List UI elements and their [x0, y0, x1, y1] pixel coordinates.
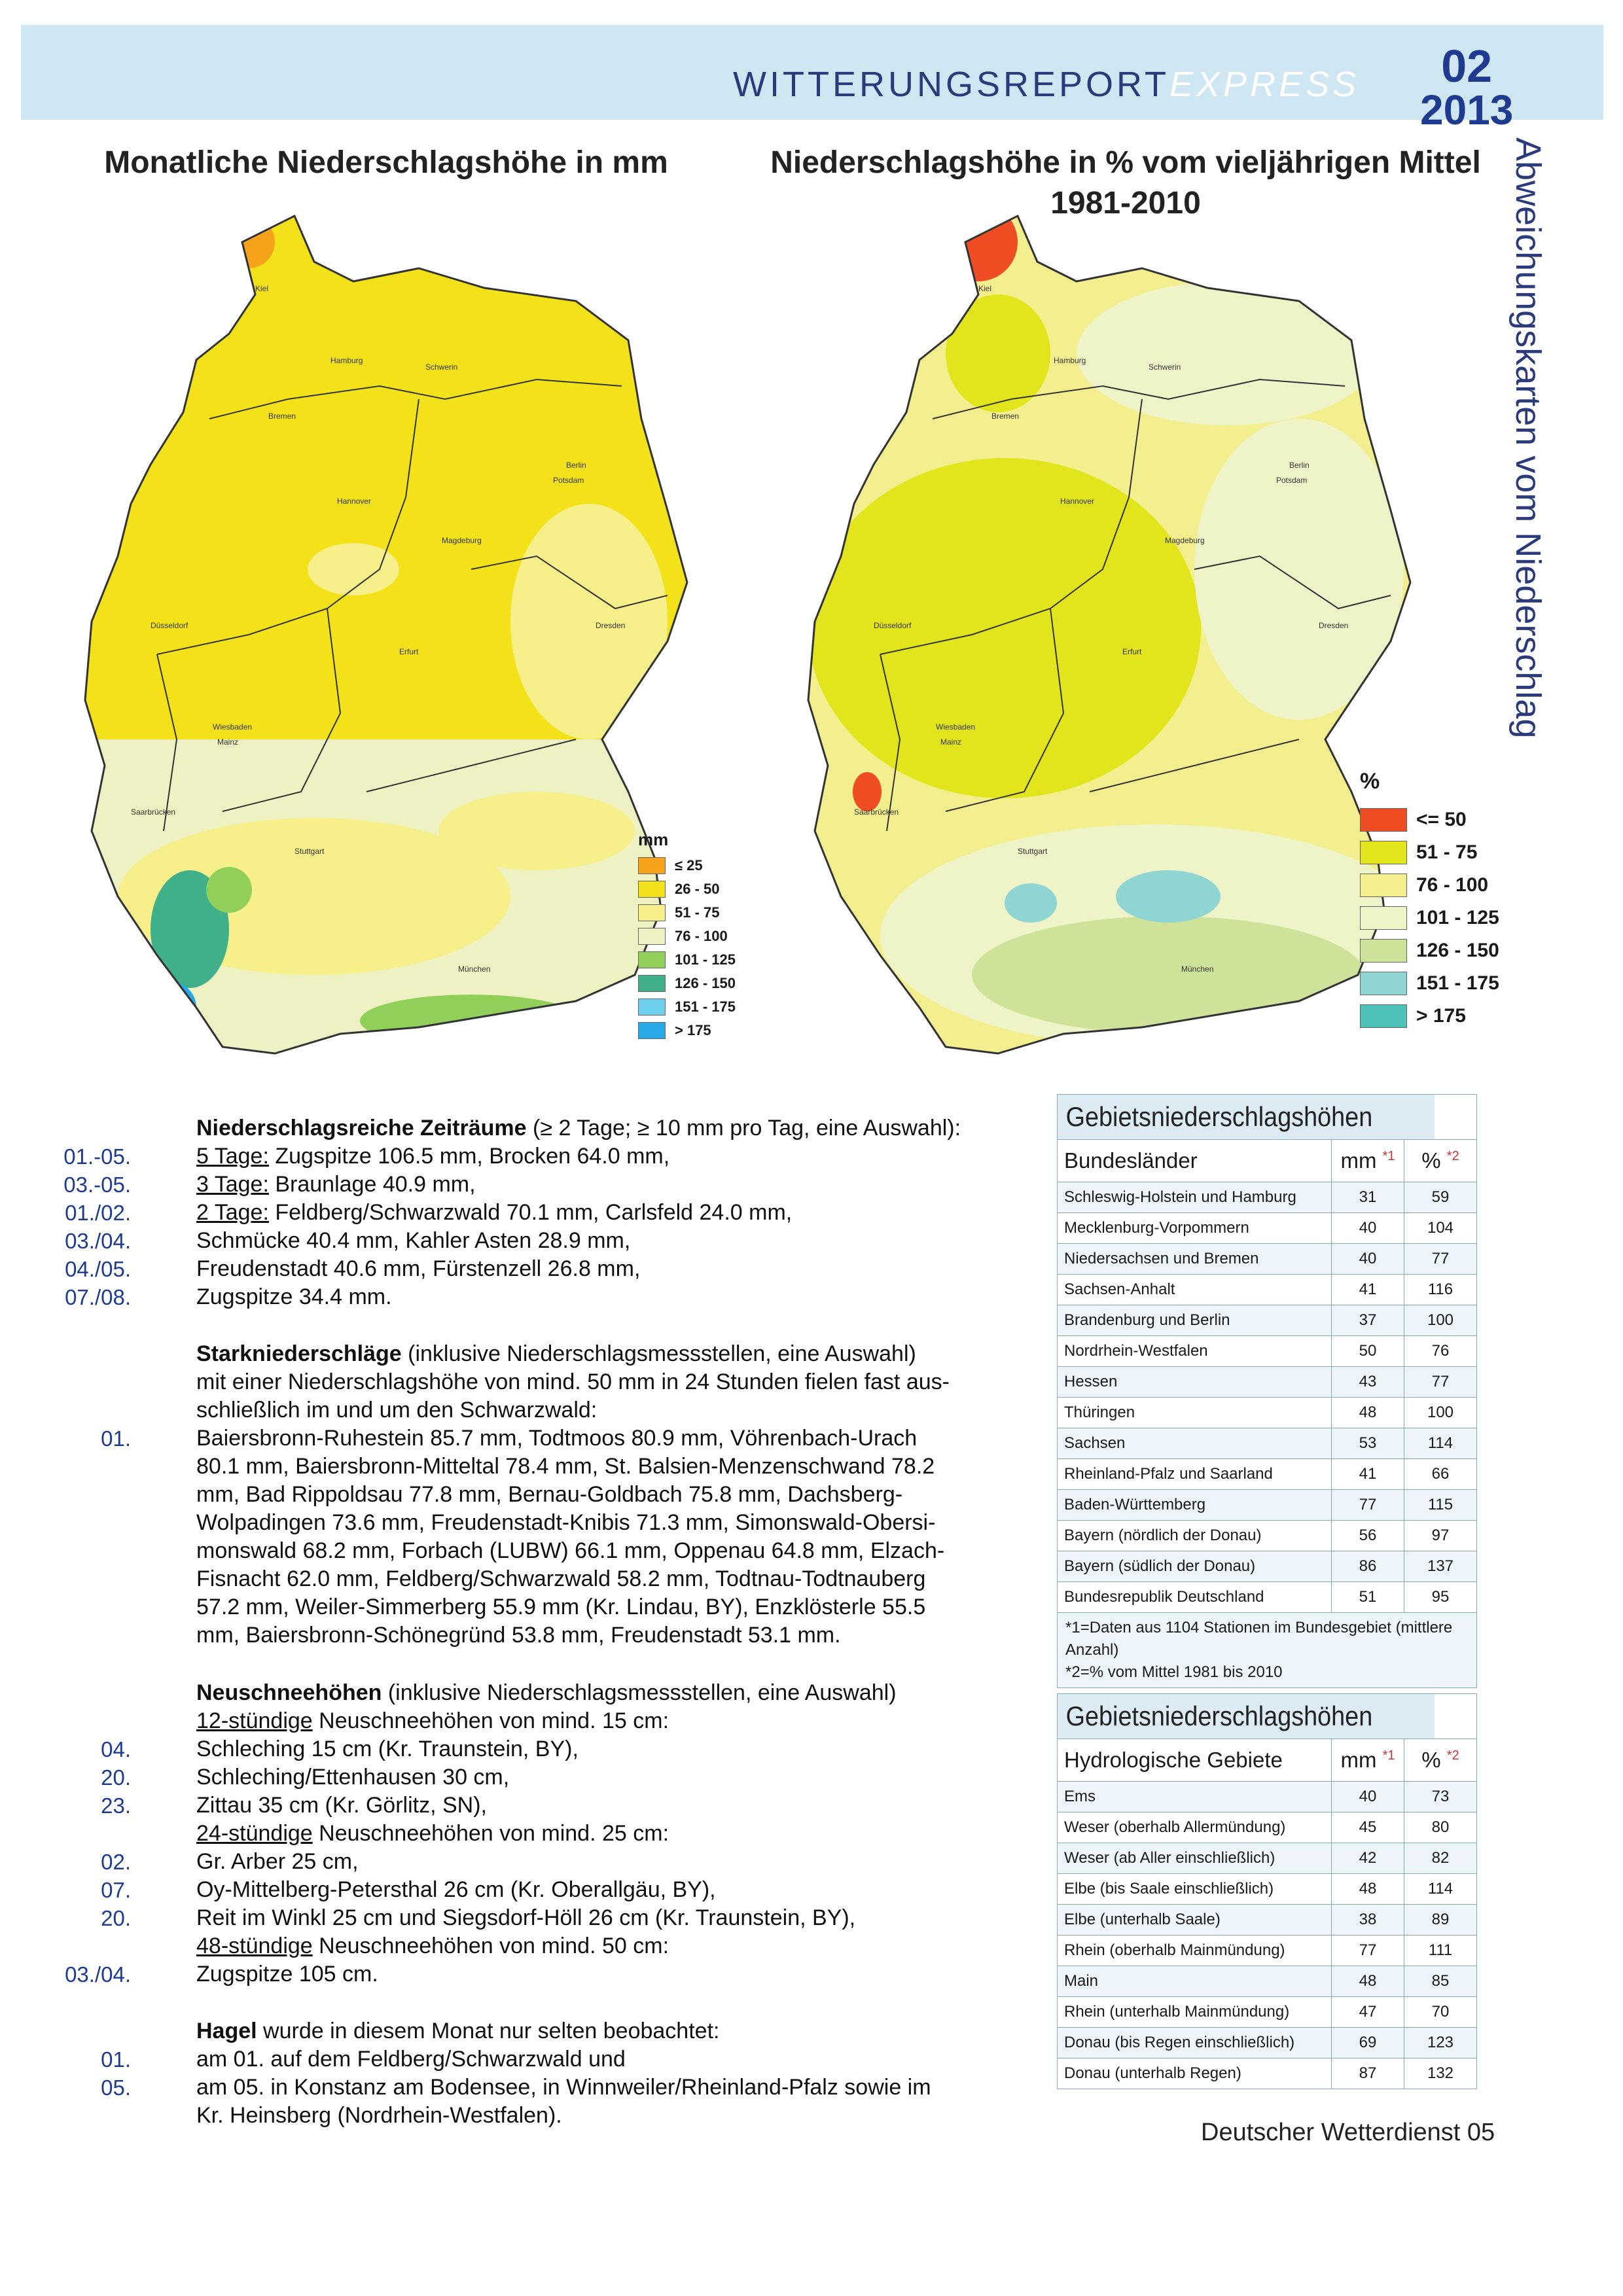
svg-text:Magdeburg: Magdeburg — [1165, 536, 1205, 545]
legend-label: <= 50 — [1416, 809, 1467, 830]
text-hagel-last: Kr. Heinsberg (Nordrhein-Westfalen). — [196, 2103, 562, 2128]
legend-swatch — [638, 975, 666, 992]
legend-swatch — [638, 951, 666, 968]
legend-swatch — [638, 904, 666, 921]
cell-mm: 53 — [1332, 1428, 1404, 1459]
table2-col-mm: mm $^{*1}$ — [1332, 1739, 1404, 1782]
legend-item — [638, 1022, 711, 1039]
cell-mm: 77 — [1332, 1935, 1404, 1966]
cell-mm: 48 — [1332, 1398, 1404, 1428]
row-text: Zugspitze 34.4 mm. — [196, 1284, 392, 1309]
cell-region: Baden-Württemberg — [1058, 1490, 1332, 1521]
legend-label: > 175 — [675, 1022, 711, 1038]
svg-text:Stuttgart: Stuttgart — [294, 847, 325, 856]
row-text: 2 Tage: Feldberg/Schwarzwald 70.1 mm, Carlsfeld 24.0 mm, — [196, 1200, 793, 1225]
legend-swatch — [1360, 972, 1407, 995]
cell-percent: 114 — [1404, 1428, 1477, 1459]
cell-region: Hessen — [1058, 1367, 1332, 1398]
cell-percent: 97 — [1404, 1521, 1477, 1551]
map-right-areas — [802, 203, 1495, 1067]
cell-percent: 116 — [1404, 1275, 1477, 1305]
cell-percent: 80 — [1404, 1812, 1477, 1843]
cell-region: Weser (ab Aller einschließlich) — [1058, 1843, 1332, 1874]
table-row — [1058, 1997, 1476, 2028]
svg-text:Düsseldorf: Düsseldorf — [874, 621, 912, 630]
cell-percent: 137 — [1404, 1551, 1477, 1582]
date-stark: 01. — [101, 1426, 131, 1451]
svg-text:Berlin: Berlin — [566, 461, 586, 470]
svg-text:Wiesbaden: Wiesbaden — [213, 722, 253, 732]
cell-mm: 69 — [1332, 2028, 1404, 2058]
text-hagel-heading: Hagel wurde in diesem Monat nur selten beobachtet: — [196, 2019, 720, 2043]
table1-title: Gebietsniederschlagshöhen — [1058, 1095, 1435, 1139]
svg-text:Hannover: Hannover — [1060, 497, 1095, 506]
table2-header-row — [1058, 1739, 1476, 1782]
svg-text:Potsdam: Potsdam — [1276, 476, 1308, 485]
svg-text:Kiel: Kiel — [978, 284, 992, 293]
cell-region: Donau (bis Regen einschließlich) — [1058, 2028, 1332, 2058]
table1-col-mm: mm $^{*1}$ — [1332, 1140, 1404, 1182]
table-row — [1058, 2028, 1476, 2058]
legend-label: 101 - 125 — [675, 951, 736, 968]
svg-text:Mainz: Mainz — [217, 737, 239, 747]
svg-text:Schwerin: Schwerin — [1149, 362, 1181, 372]
text-stark-heading: Starkniederschläge (inklusive Niederschlagsmessstellen, eine Auswahl) — [196, 1341, 916, 1366]
svg-text:Erfurt: Erfurt — [399, 647, 419, 656]
cell-percent: 100 — [1404, 1398, 1477, 1428]
cell-mm: 40 — [1332, 1782, 1404, 1812]
cell-percent: 59 — [1404, 1182, 1477, 1213]
legend-right-unit: % — [1360, 769, 1380, 794]
stark-line: 57.2 mm, Weiler-Simmerberg 55.9 mm (Kr. Lindau, BY), Enzklösterle 55.5 — [196, 1595, 926, 1619]
stark-line: Fisnacht 62.0 mm, Feldberg/Schwarzwald 58.2 mm, Todtnau-Todtnauberg — [196, 1566, 926, 1591]
table-row — [1058, 1843, 1476, 1874]
cell-mm: 41 — [1332, 1459, 1404, 1490]
cell-mm: 48 — [1332, 1966, 1404, 1997]
table-row — [1058, 1521, 1476, 1551]
legend-label: 76 - 100 — [1416, 874, 1489, 896]
legend-item — [638, 951, 736, 968]
table-row — [1058, 1305, 1476, 1336]
row-text: Reit im Winkl 25 cm und Siegsdorf-Höll 26 cm (Kr. Traunstein, BY), — [196, 1905, 856, 1930]
cell-region: Rhein (unterhalb Mainmündung) — [1058, 1997, 1332, 2028]
cell-mm: 51 — [1332, 1582, 1404, 1613]
cell-region: Brandenburg und Berlin — [1058, 1305, 1332, 1336]
cell-percent: 100 — [1404, 1305, 1477, 1336]
row-text: Freudenstadt 40.6 mm, Fürstenzell 26.8 mm, — [196, 1256, 641, 1281]
cell-mm: 41 — [1332, 1275, 1404, 1305]
table-row — [1058, 1182, 1476, 1213]
cell-percent: 66 — [1404, 1459, 1477, 1490]
table-row — [1058, 1275, 1476, 1305]
cell-percent: 73 — [1404, 1782, 1477, 1812]
cell-mm: 40 — [1332, 1244, 1404, 1275]
map-right-title-line1: Niederschlagshöhe in % vom vieljährigen Mittel — [770, 145, 1481, 180]
legend-item — [1360, 1004, 1466, 1028]
legend-item — [638, 998, 736, 1016]
cell-mm: 43 — [1332, 1367, 1404, 1398]
cell-region: Nordrhein-Westfalen — [1058, 1336, 1332, 1367]
table-row — [1058, 1398, 1476, 1428]
row-text: 5 Tage: Zugspitze 106.5 mm, Brocken 64.0 mm, — [196, 1144, 670, 1169]
svg-text:Dresden: Dresden — [1319, 621, 1349, 630]
side-title: Abweichungskarten vom Niederschlag — [1508, 137, 1548, 739]
legend-swatch — [638, 1022, 666, 1039]
row-text: Gr. Arber 25 cm, — [196, 1849, 359, 1874]
row-date: 01./02. — [65, 1201, 131, 1225]
cell-mm: 40 — [1332, 1213, 1404, 1244]
legend-item — [1360, 972, 1499, 995]
table2-col-label: Hydrologische Gebiete — [1058, 1739, 1332, 1782]
legend-item — [638, 975, 736, 992]
cell-percent: 115 — [1404, 1490, 1477, 1521]
svg-text:Magdeburg: Magdeburg — [442, 536, 482, 545]
table-row — [1058, 1428, 1476, 1459]
row-date: 03./04. — [65, 1229, 131, 1253]
text-schnee-heading: Neuschneehöhen (inklusive Niederschlagsmessstellen, eine Auswahl) — [196, 1680, 897, 1705]
map-right-title-line2: 1981-2010 — [1050, 186, 1201, 221]
issue-year: 2013 — [1420, 86, 1514, 133]
row-text: Schleching/Ettenhausen 30 cm, — [196, 1765, 510, 1790]
legend-item — [1360, 906, 1499, 930]
stark-line: mm, Baiersbronn-Schönegründ 53.8 mm, Freudenstadt 53.1 mm. — [196, 1623, 841, 1648]
row-text: Zittau 35 cm (Kr. Görlitz, SN), — [196, 1793, 487, 1818]
cell-region: Sachsen-Anhalt — [1058, 1275, 1332, 1305]
table-row — [1058, 1490, 1476, 1521]
text-stark-intro-1: mit einer Niederschlagshöhe von mind. 50 mm in 24 Stunden fielen fast aus- — [196, 1369, 950, 1394]
row-date: 04./05. — [65, 1257, 131, 1281]
row-text: am 05. in Konstanz am Bodensee, in Winnweiler/Rheinland-Pfalz sowie im — [196, 2075, 931, 2100]
cell-region: Mecklenburg-Vorpommern — [1058, 1213, 1332, 1244]
legend-swatch — [1360, 808, 1407, 832]
cell-region: Rhein (oberhalb Mainmündung) — [1058, 1935, 1332, 1966]
svg-text:Saarbrücken: Saarbrücken — [131, 807, 176, 817]
cell-mm: 45 — [1332, 1812, 1404, 1843]
legend-swatch — [1360, 874, 1407, 897]
legend-swatch — [638, 928, 666, 945]
cell-percent: 85 — [1404, 1966, 1477, 1997]
table-row — [1058, 1336, 1476, 1367]
legend-swatch — [638, 857, 666, 874]
table-row — [1058, 1905, 1476, 1935]
cell-percent: 95 — [1404, 1582, 1477, 1613]
row-text: Schleching 15 cm (Kr. Traunstein, BY), — [196, 1737, 579, 1761]
svg-text:München: München — [1181, 964, 1214, 974]
row-text: Zugspitze 105 cm. — [196, 1962, 378, 1987]
legend-label: 151 - 175 — [1416, 972, 1499, 994]
cell-region: Bayern (nördlich der Donau) — [1058, 1521, 1332, 1551]
legend-item — [1360, 808, 1467, 832]
table-row — [1058, 1935, 1476, 1966]
cell-mm: 38 — [1332, 1905, 1404, 1935]
row-date: 20. — [101, 1765, 131, 1790]
svg-text:Potsdam: Potsdam — [553, 476, 584, 485]
legend-label: 76 - 100 — [675, 928, 728, 944]
cell-region: Thüringen — [1058, 1398, 1332, 1428]
row-date: 02. — [101, 1850, 131, 1874]
legend-swatch — [1360, 906, 1407, 930]
brand-title: WITTERUNGSREPORTEXPRESS — [733, 65, 1360, 104]
row-date: 05. — [101, 2075, 131, 2100]
stark-line: mm, Bad Rippoldsau 77.8 mm, Bernau-Goldbach 75.8 mm, Dachsberg- — [196, 1482, 903, 1507]
cell-region: Weser (oberhalb Allermündung) — [1058, 1812, 1332, 1843]
map-right — [802, 203, 1495, 1067]
page-footer: Deutscher Wetterdienst 05 — [1201, 2119, 1495, 2146]
text-schnee-48h: 48-stündige Neuschneehöhen von mind. 50 cm: — [196, 1934, 669, 1958]
legend-swatch — [1360, 1004, 1407, 1028]
table-row — [1058, 1966, 1476, 1997]
row-date: 07./08. — [65, 1285, 131, 1309]
svg-text:Hannover: Hannover — [337, 497, 372, 506]
table-row — [1058, 1244, 1476, 1275]
table1-notes: *1=Daten aus 1104 Stationen im Bundesgebiet (mittlere Anzahl) *2=% vom Mittel 1981 bis 2010 — [1058, 1612, 1476, 1687]
legend-item — [638, 857, 703, 874]
cell-mm: 42 — [1332, 1843, 1404, 1874]
legend-item — [1360, 939, 1499, 963]
legend-swatch — [1360, 841, 1407, 864]
text-schnee-24h: 24-stündige Neuschneehöhen von mind. 25 cm: — [196, 1821, 669, 1846]
legend-swatch — [638, 998, 666, 1016]
svg-text:Bremen: Bremen — [991, 412, 1020, 421]
cell-mm: 37 — [1332, 1305, 1404, 1336]
legend-label: 51 - 75 — [1416, 841, 1478, 863]
table1-col-pct: % $^{*2}$ — [1404, 1140, 1477, 1182]
cell-region: Sachsen — [1058, 1428, 1332, 1459]
table1-col-label: Bundesländer — [1058, 1140, 1332, 1182]
svg-text:Mainz: Mainz — [940, 737, 962, 747]
svg-text:Stuttgart: Stuttgart — [1018, 847, 1048, 856]
legend-item — [638, 928, 728, 945]
cell-mm: 48 — [1332, 1874, 1404, 1905]
table2-title: Gebietsniederschlagshöhen — [1058, 1694, 1435, 1739]
legend-label: 51 - 75 — [675, 904, 720, 921]
cell-region: Donau (unterhalb Regen) — [1058, 2058, 1332, 2089]
table-row — [1058, 1582, 1476, 1613]
table-row — [1058, 1551, 1476, 1582]
stark-line: monswald 68.2 mm, Forbach (LUBW) 66.1 mm, Oppenau 64.8 mm, Elzach- — [196, 1538, 945, 1563]
legend-label: 101 - 125 — [1416, 907, 1499, 928]
cell-percent: 111 — [1404, 1935, 1477, 1966]
svg-text:Hamburg: Hamburg — [330, 356, 363, 365]
svg-text:Kiel: Kiel — [255, 284, 269, 293]
issue-label — [1420, 43, 1513, 131]
cell-region: Bayern (südlich der Donau) — [1058, 1551, 1332, 1582]
row-date: 23. — [101, 1793, 131, 1818]
cell-percent: 77 — [1404, 1244, 1477, 1275]
legend-left-unit: mm — [638, 830, 669, 849]
text-schnee-12h: 12-stündige Neuschneehöhen von mind. 15 cm: — [196, 1708, 669, 1733]
table-row — [1058, 1812, 1476, 1843]
svg-text:Hamburg: Hamburg — [1054, 356, 1086, 365]
cell-percent: 89 — [1404, 1905, 1477, 1935]
legend-label: ≤ 25 — [675, 857, 703, 874]
cell-region: Niedersachsen und Bremen — [1058, 1244, 1332, 1275]
cell-percent: 76 — [1404, 1336, 1477, 1367]
cell-mm: 87 — [1332, 2058, 1404, 2089]
map-left-title: Monatliche Niederschlagshöhe in mm — [104, 145, 668, 180]
row-text: 3 Tage: Braunlage 40.9 mm, — [196, 1172, 476, 1197]
cell-percent: 77 — [1404, 1367, 1477, 1398]
cell-region: Ems — [1058, 1782, 1332, 1812]
row-date: 03.-05. — [63, 1173, 131, 1197]
cell-region: Bundesrepublik Deutschland — [1058, 1582, 1332, 1613]
legend-label: > 175 — [1416, 1005, 1466, 1027]
row-date: 03./04. — [65, 1962, 131, 1987]
svg-text:Saarbrücken: Saarbrücken — [854, 807, 899, 817]
cell-region: Main — [1058, 1966, 1332, 1997]
legend-label: 126 - 150 — [1416, 940, 1499, 961]
svg-text:Erfurt: Erfurt — [1122, 647, 1142, 656]
table-row — [1058, 1213, 1476, 1244]
row-date: 01. — [101, 2047, 131, 2072]
cell-region: Rheinland-Pfalz und Saarland — [1058, 1459, 1332, 1490]
cell-region: Elbe (unterhalb Saale) — [1058, 1905, 1332, 1935]
row-date: 20. — [101, 1906, 131, 1930]
cell-mm: 56 — [1332, 1521, 1404, 1551]
table-row — [1058, 1459, 1476, 1490]
cell-region: Elbe (bis Saale einschließlich) — [1058, 1874, 1332, 1905]
svg-text:München: München — [458, 964, 491, 974]
issue-number: 02 — [1441, 41, 1493, 92]
text-stark-intro-2: schließlich im und um den Schwarzwald: — [196, 1398, 597, 1422]
svg-text:Wiesbaden: Wiesbaden — [936, 722, 976, 732]
table2-col-pct: % $^{*2}$ — [1404, 1739, 1477, 1782]
table-hydrologische-gebiete — [1057, 1693, 1477, 2089]
legend-item — [1360, 841, 1477, 864]
table-bundeslaender — [1057, 1094, 1477, 1688]
legend-label: 26 - 50 — [675, 881, 720, 897]
legend-swatch — [638, 881, 666, 898]
svg-text:Berlin: Berlin — [1289, 461, 1310, 470]
svg-text:Düsseldorf: Düsseldorf — [151, 621, 188, 630]
cell-percent: 82 — [1404, 1843, 1477, 1874]
legend-label: 126 - 150 — [675, 975, 736, 991]
row-date: 04. — [101, 1737, 131, 1761]
stark-line: 80.1 mm, Baiersbronn-Mitteltal 78.4 mm, St. Balsien-Menzenschwand 78.2 — [196, 1454, 935, 1479]
table-row — [1058, 1782, 1476, 1812]
row-text: am 01. auf dem Feldberg/Schwarzwald und — [196, 2047, 626, 2072]
cell-percent: 104 — [1404, 1213, 1477, 1244]
row-date: 07. — [101, 1878, 131, 1902]
cell-percent: 70 — [1404, 1997, 1477, 2028]
legend-item — [638, 904, 720, 921]
table-row — [1058, 1874, 1476, 1905]
legend-swatch — [1360, 939, 1407, 963]
table-row — [1058, 1367, 1476, 1398]
cell-mm: 31 — [1332, 1182, 1404, 1213]
cell-region: Schleswig-Holstein und Hamburg — [1058, 1182, 1332, 1213]
svg-text:Dresden: Dresden — [596, 621, 626, 630]
legend-item — [1360, 874, 1488, 897]
stark-line: Baiersbronn-Ruhestein 85.7 mm, Todtmoos 80.9 mm, Vöhrenbach-Urach — [196, 1426, 918, 1451]
text-zeitraeume-heading: Niederschlagsreiche Zeiträume (≥ 2 Tage; ≥ 10 mm pro Tag, eine Auswahl): — [196, 1116, 961, 1140]
legend-item — [638, 881, 720, 898]
cell-percent: 132 — [1404, 2058, 1477, 2089]
cell-mm: 77 — [1332, 1490, 1404, 1521]
cell-mm: 47 — [1332, 1997, 1404, 2028]
legend-label: 151 - 175 — [675, 998, 736, 1015]
row-text: Oy-Mittelberg-Petersthal 26 cm (Kr. Oberallgäu, BY), — [196, 1877, 716, 1902]
cell-mm: 50 — [1332, 1336, 1404, 1367]
svg-text:Schwerin: Schwerin — [425, 362, 458, 372]
cell-percent: 114 — [1404, 1874, 1477, 1905]
cell-percent: 123 — [1404, 2028, 1477, 2058]
svg-text:Bremen: Bremen — [268, 412, 296, 421]
row-date: 01.-05. — [63, 1144, 131, 1169]
row-text: Schmücke 40.4 mm, Kahler Asten 28.9 mm, — [196, 1228, 631, 1253]
cell-mm: 86 — [1332, 1551, 1404, 1582]
table1-header-row — [1058, 1140, 1476, 1182]
stark-line: Wolpadingen 73.6 mm, Freudenstadt-Knibis 71.3 mm, Simonswald-Obersi- — [196, 1510, 936, 1535]
table-row — [1058, 2058, 1476, 2089]
